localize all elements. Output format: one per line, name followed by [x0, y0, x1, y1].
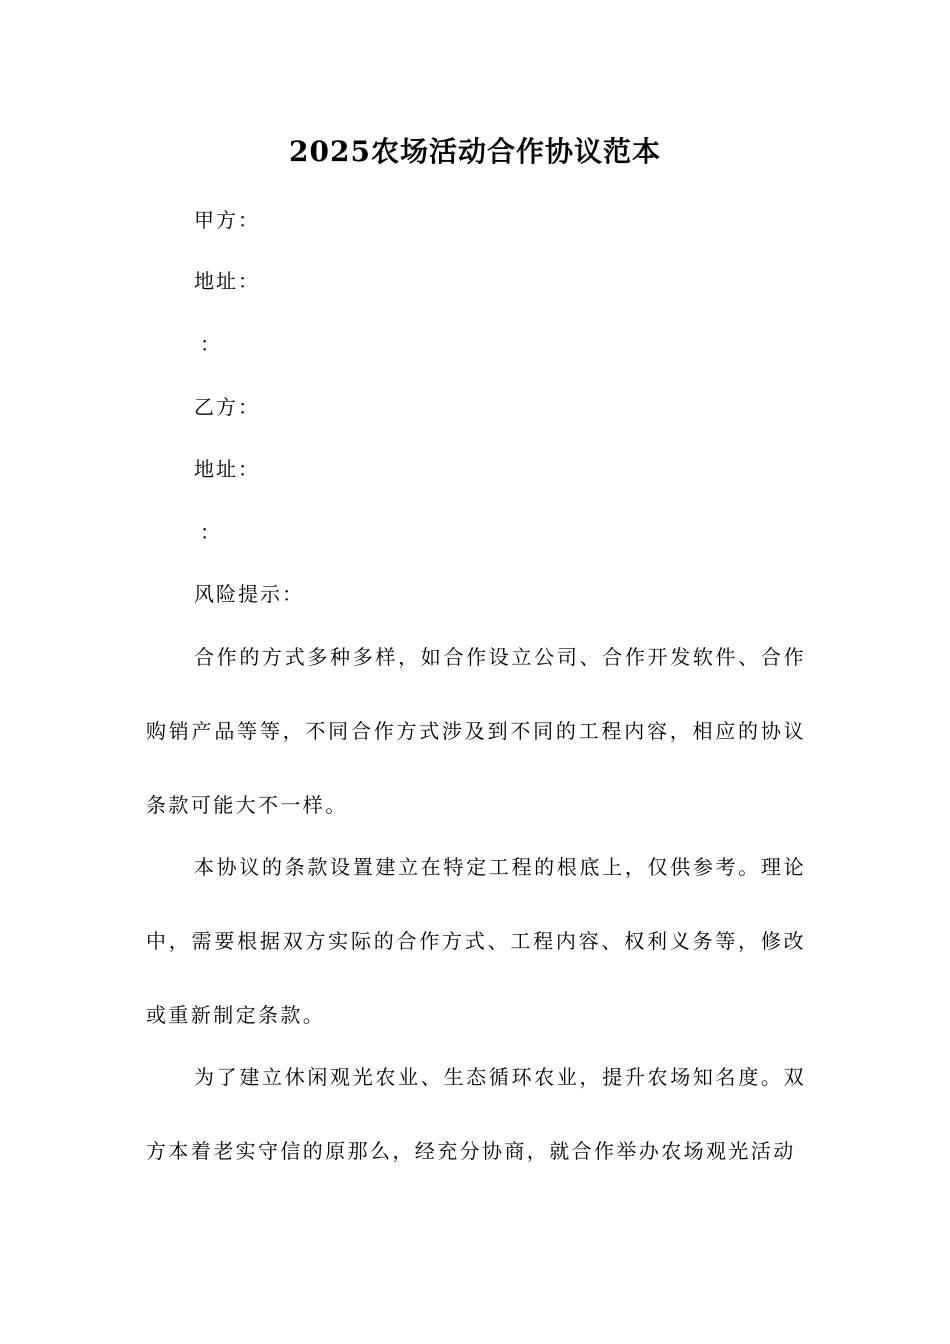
document-title: 2025农场活动合作协议范本 — [289, 135, 661, 168]
party-a-extra-label: ： — [200, 332, 222, 356]
risk-heading: 风险提示： — [194, 582, 304, 606]
party-b-extra-label: ： — [200, 520, 222, 544]
party-b-address-label: 地址： — [194, 457, 260, 481]
paragraph-reference-note: 本协议的条款设置建立在特定工程的根底上，仅供参考。理论中，需要根据双方实际的合作方式、工程内容、权利义务等，修改或重新制定条款。 — [146, 855, 806, 1027]
party-a-label: 甲方： — [194, 208, 260, 232]
party-a-address-label: 地址： — [194, 269, 260, 293]
party-b-label: 乙方： — [194, 395, 260, 419]
paragraph-purpose: 为了建立休闲观光农业、生态循环农业，提升农场知名度。双方本着老实守信的原那么，经充分协商，就合作举办农场观光活动 — [146, 1065, 806, 1163]
paragraph-cooperation-types: 合作的方式多种多样，如合作设立公司、合作开发软件、合作购销产品等等，不同合作方式涉及到不同的工程内容，相应的协议条款可能大不一样。 — [146, 645, 806, 817]
